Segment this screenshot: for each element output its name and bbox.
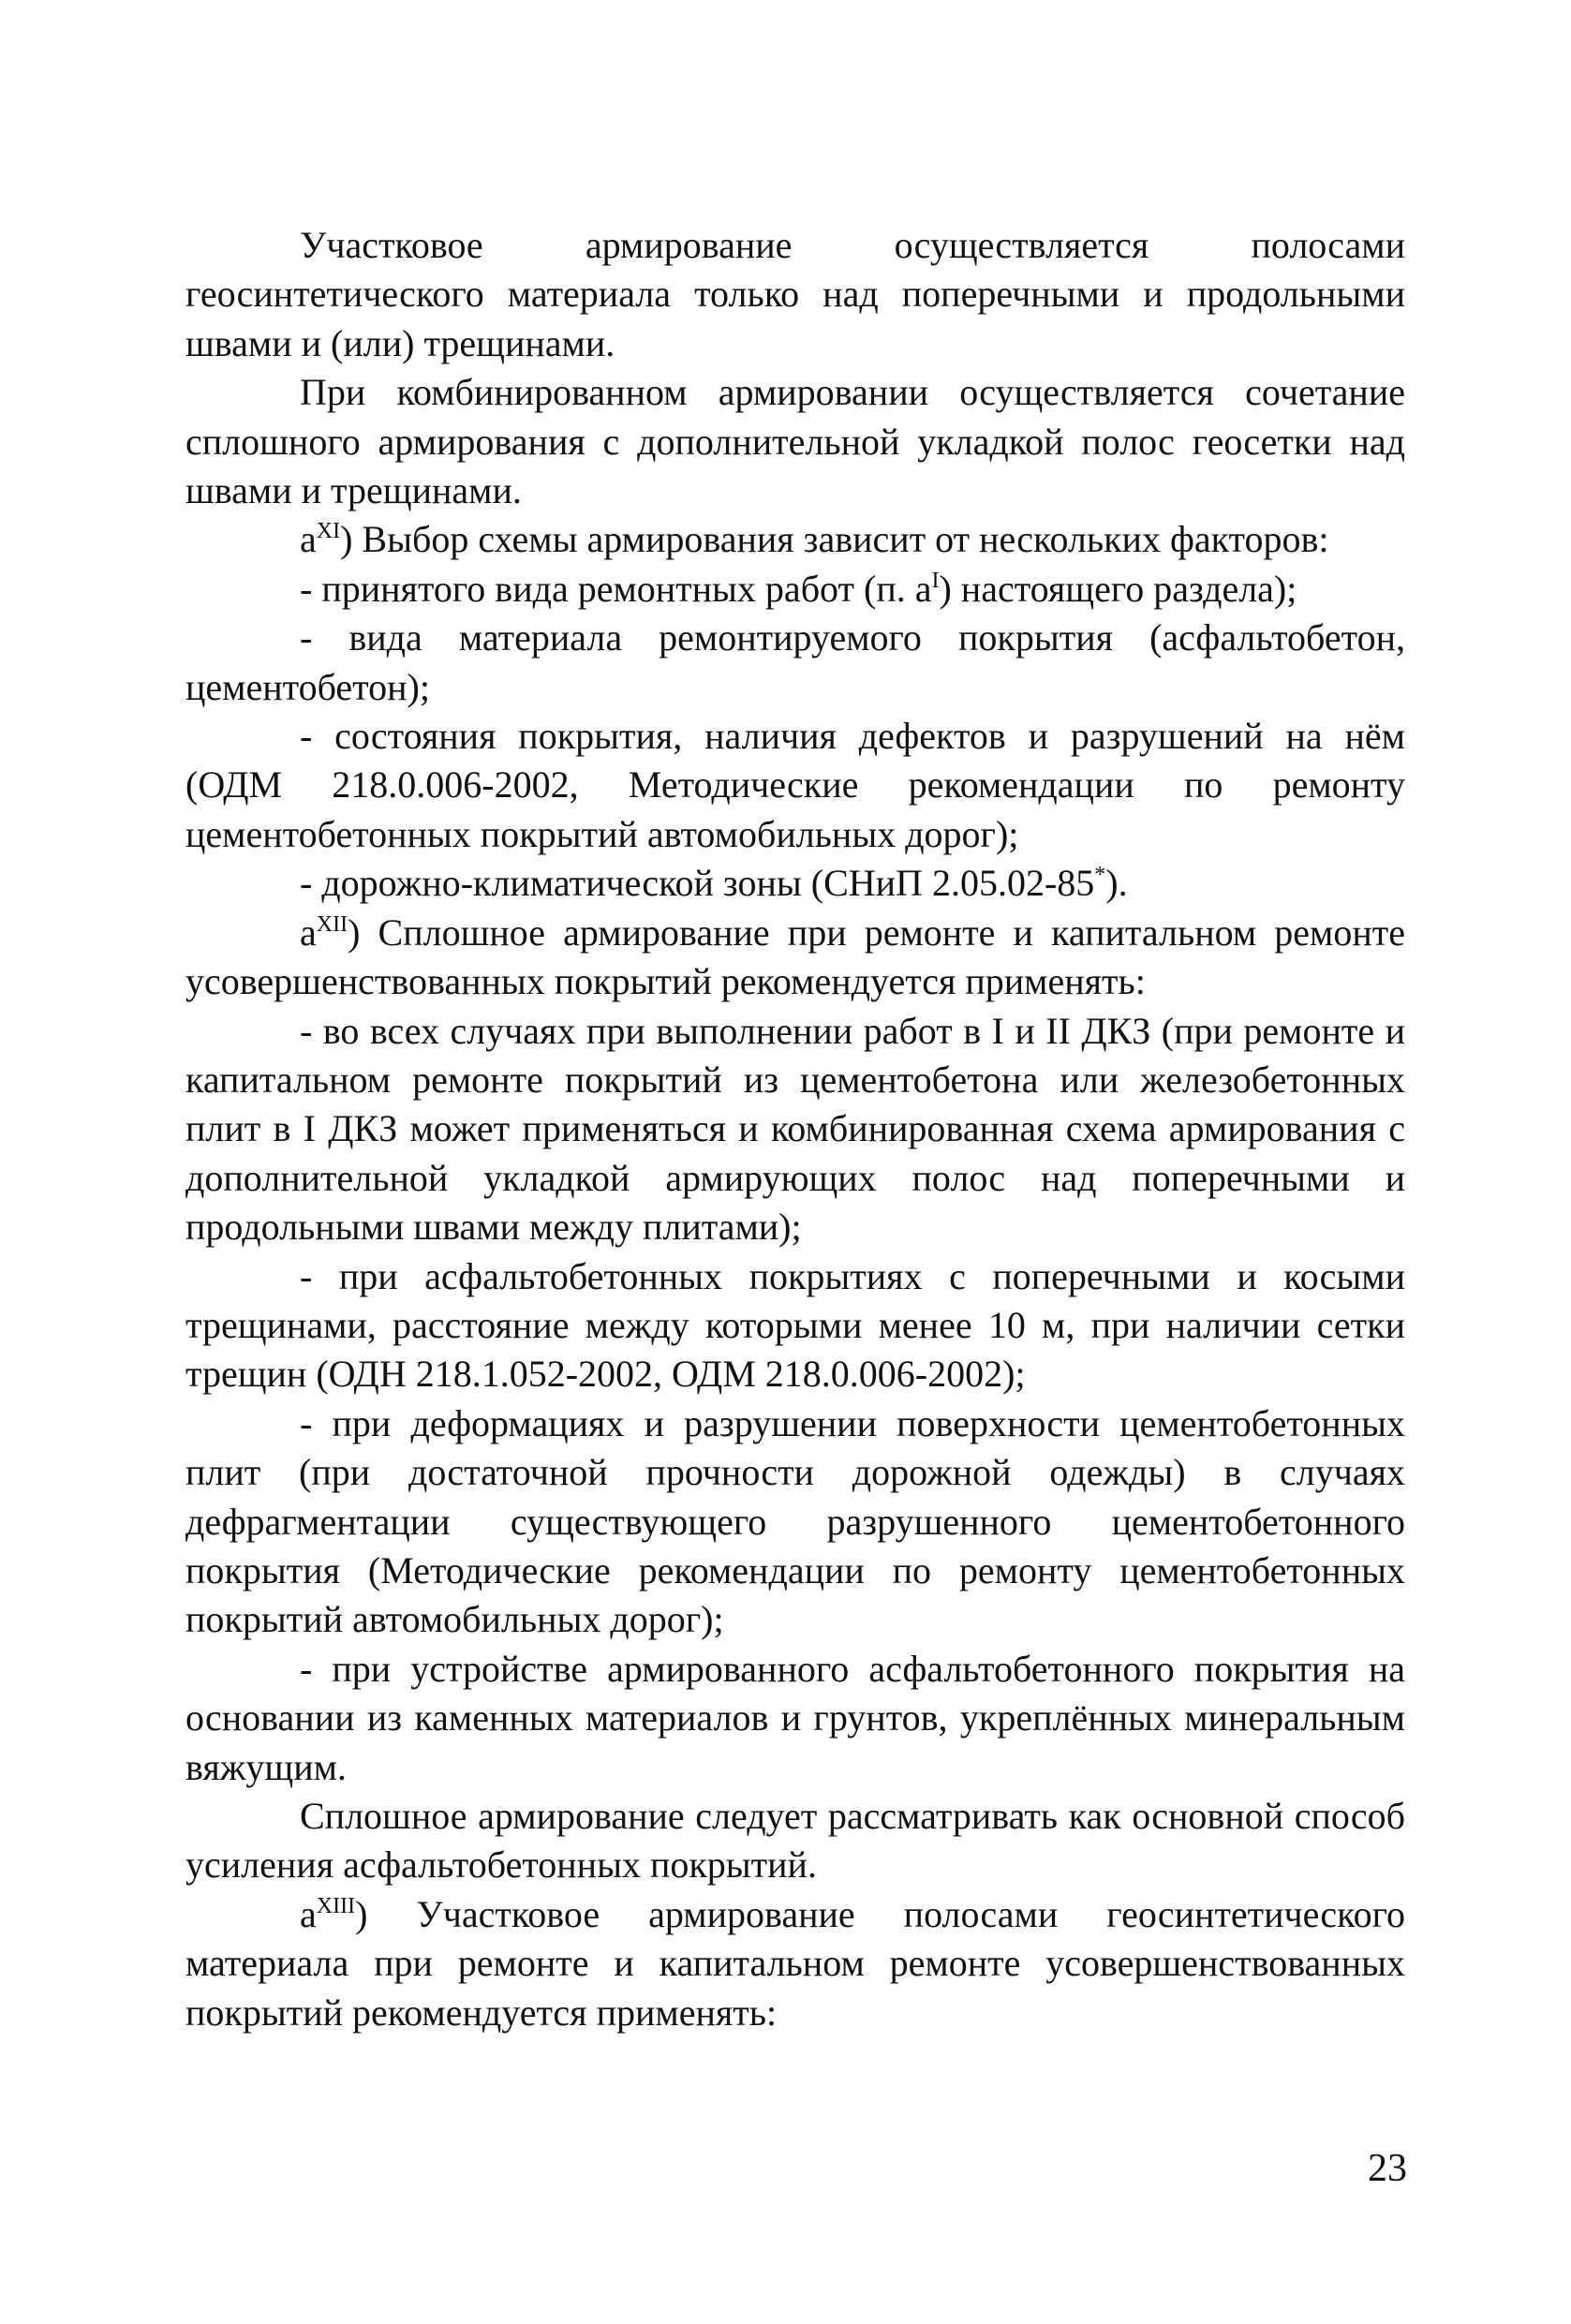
list-item: - дорожно-климатической зоны (СНиП 2.05.02-85*).	[300, 862, 1128, 905]
paragraph: $а^{XI}$) Выбор схемы армирования зависит от нескольких факторов:	[300, 518, 1329, 561]
list-item: - состояния покрытия, наличия дефектов и разрушений на нём (ОДМ 218.0.006-2002, Методические рекомендации по ремонту цементобетонных покрытий автомобильных дорог);	[185, 715, 1405, 855]
paragraph: Сплошное армирование следует рассматривать как основной способ усиления асфальтобетонных покрытий.	[185, 1795, 1405, 1887]
page-number: 23	[1368, 2147, 1407, 2190]
paragraph: $а^{XII}$) Сплошное армирование при ремонте и капитальном ремонте усовершенствованных покрытий рекомендуется применять:	[185, 910, 1405, 1003]
paragraph: $а^{XIII}$) Участковое армирование полосами геосинтетического материала при ремонте и капитальном ремонте усовершенствованных покрытий рекомендуется применять:	[185, 1892, 1405, 2034]
page-body-text	[185, 221, 1405, 2037]
list-item: - вида материала ремонтируемого покрытия (асфальтобетон, цементобетон);	[185, 616, 1405, 708]
list-item: - во всех случаях при выполнении работ в I и II ДКЗ (при ремонте и капитальном ремонте покрытий из цементобетона или железобетонных плит в I ДКЗ может применяться и комбинированная схема армирования с дополнительной укладкой армирующих полос над поперечными и продольными швами между плитами);	[185, 1009, 1405, 1249]
list-item: - при асфальтобетонных покрытиях с поперечными и косыми трещинами, расстояние между которыми менее 10 м, при наличии сетки трещин (ОДН 218.1.052-2002, ОДМ 218.0.006-2002);	[185, 1254, 1405, 1396]
list-item: - принятого вида ремонтных работ (п. $а^I$) настоящего раздела);	[300, 567, 1297, 610]
paragraph: Участковое армирование осуществляется полосами геосинтетического материала только над поперечными и продольными швами и (или) трещинами.	[185, 224, 1405, 364]
list-item: - при деформациях и разрушении поверхности цементобетонных плит (при достаточной прочности дорожной одежды) в случаях дефрагментации существующего разрушенного цементобетонного покрытия (Методические рекомендации по ремонту цементобетонных покрытий автомобильных дорог);	[185, 1401, 1405, 1641]
paragraph: При комбинированном армировании осуществляется сочетание сплошного армирования с дополнительной укладкой полос геосетки над швами и трещинами.	[185, 371, 1405, 512]
list-item: - при устройстве армированного асфальтобетонного покрытия на основании из каменных материалов и грунтов, укреплённых минеральным вяжущим.	[185, 1647, 1405, 1788]
